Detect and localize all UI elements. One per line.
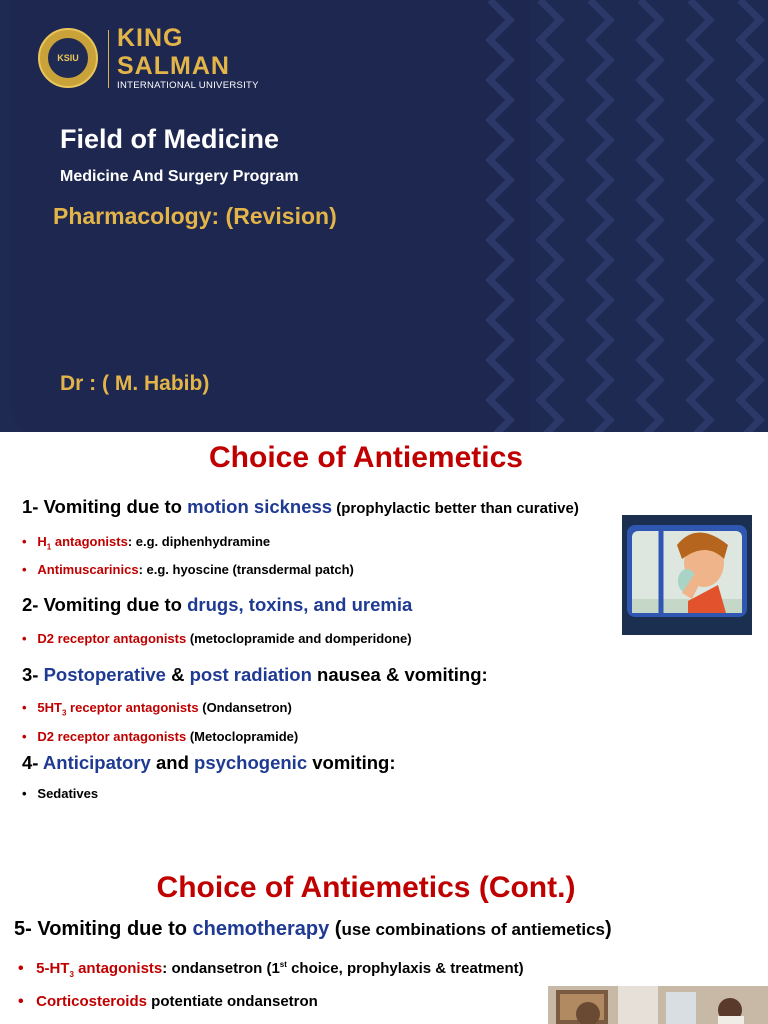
program-subtitle: Medicine And Surgery Program (60, 168, 299, 185)
drug-detail-suffix: choice, prophylaxis & treatment) (286, 960, 524, 977)
item4-suffix: vomiting: (307, 752, 396, 773)
item3-suffix: nausea & vomiting: (311, 664, 488, 685)
item3-highlight-2: post radiation (189, 664, 312, 685)
drug-detail: Sedatives (37, 786, 99, 801)
item5-heading (14, 918, 612, 941)
slide3-title: Choice of Antiemetics (Cont.) (156, 871, 576, 904)
item4-connector: and (150, 752, 195, 773)
item3-highlight-1: Postoperative (43, 664, 166, 685)
item5-bullet-2 (18, 993, 318, 1011)
item5-bullet-1 (18, 960, 524, 979)
drug-name: Antimuscarinics (37, 562, 139, 577)
drug-name: D2 receptor antagonists (37, 631, 187, 646)
title-slide (0, 0, 768, 432)
item5-highlight: chemotherapy (192, 918, 330, 940)
drug-subscript: 1 (46, 542, 52, 552)
drug-detail: : ondansetron (1 (162, 960, 280, 977)
item1-bullet-1 (22, 534, 270, 552)
drug-subscript: 3 (69, 970, 74, 979)
drug-detail: (Ondansetron) (198, 700, 292, 715)
item4-highlight-2: psychogenic (194, 752, 308, 773)
drug-name: 5HT (37, 700, 62, 715)
item1-note: (prophylactic better than curative) (332, 500, 579, 517)
logo-name-line1: KING (117, 24, 184, 52)
drug-detail: (metoclopramide and domperidone) (186, 631, 412, 646)
clinic-photo (548, 986, 768, 1024)
item3-connector: & (165, 664, 190, 685)
logo-name-line2: SALMAN (117, 52, 230, 80)
drug-name: H (37, 534, 47, 549)
drug-detail: : e.g. diphenhydramine (127, 534, 271, 549)
drug-name: Corticosteroids (36, 993, 147, 1010)
item4-bullet-1 (22, 786, 98, 801)
bullet-icon: • (22, 562, 27, 577)
item4-highlight-1: Anticipatory (42, 752, 151, 773)
drug-name: D2 receptor antagonists (37, 729, 187, 744)
lecturer-name: Dr : ( M. Habib) (60, 372, 210, 395)
drug-name: 5-HT (36, 960, 70, 977)
ordinal-superscript: st (279, 960, 287, 969)
drug-name-suffix: receptor antagonists (66, 700, 199, 715)
item3-bullet-1 (22, 700, 292, 718)
item2-highlight: drugs, toxins, and uremia (187, 594, 413, 615)
item4-heading (22, 752, 396, 774)
item4-prefix: 4- (22, 752, 43, 773)
item5-prefix: 5- Vomiting due to (14, 918, 193, 940)
item5-paren-close: ) (605, 918, 612, 940)
bullet-icon: • (22, 729, 27, 744)
university-seal-badge: KSIU (46, 36, 90, 80)
field-title: Field of Medicine (60, 124, 280, 154)
item5-paren-open: ( (329, 918, 342, 940)
item5-note: use combinations of antiemetics (341, 920, 606, 939)
drug-detail: (Metoclopramide) (186, 729, 299, 744)
drug-detail: : e.g. hyoscine (transdermal patch) (138, 562, 354, 577)
item2-bullet-1 (22, 631, 412, 646)
item1-highlight: motion sickness (187, 496, 333, 517)
motion-sickness-illustration (622, 515, 752, 635)
item1-heading (22, 496, 579, 518)
zigzag-pattern (470, 0, 768, 432)
logo-divider (108, 30, 109, 88)
logo-subtitle: INTERNATIONAL UNIVERSITY (117, 80, 259, 91)
item1-bullet-2 (22, 562, 354, 577)
slide2-title: Choice of Antiemetics (209, 441, 523, 474)
bullet-icon: • (18, 960, 24, 977)
course-title: Pharmacology: (Revision) (53, 203, 337, 229)
drug-name-suffix: antagonists (51, 534, 128, 549)
item2-heading (22, 594, 412, 616)
bullet-icon: • (18, 993, 24, 1010)
item3-heading (22, 664, 488, 686)
item3-prefix: 3- (22, 664, 44, 685)
bullet-icon: • (22, 631, 27, 646)
item2-prefix: 2- Vomiting due to (22, 594, 188, 615)
drug-subscript: 3 (61, 708, 67, 718)
bullet-icon: • (22, 786, 27, 801)
drug-detail: potentiate ondansetron (146, 993, 318, 1010)
item1-prefix: 1- Vomiting due to (22, 496, 188, 517)
drug-name-suffix: antagonists (73, 960, 163, 977)
bullet-icon: • (22, 534, 27, 549)
bullet-icon: • (22, 700, 27, 715)
item3-bullet-2 (22, 729, 298, 744)
